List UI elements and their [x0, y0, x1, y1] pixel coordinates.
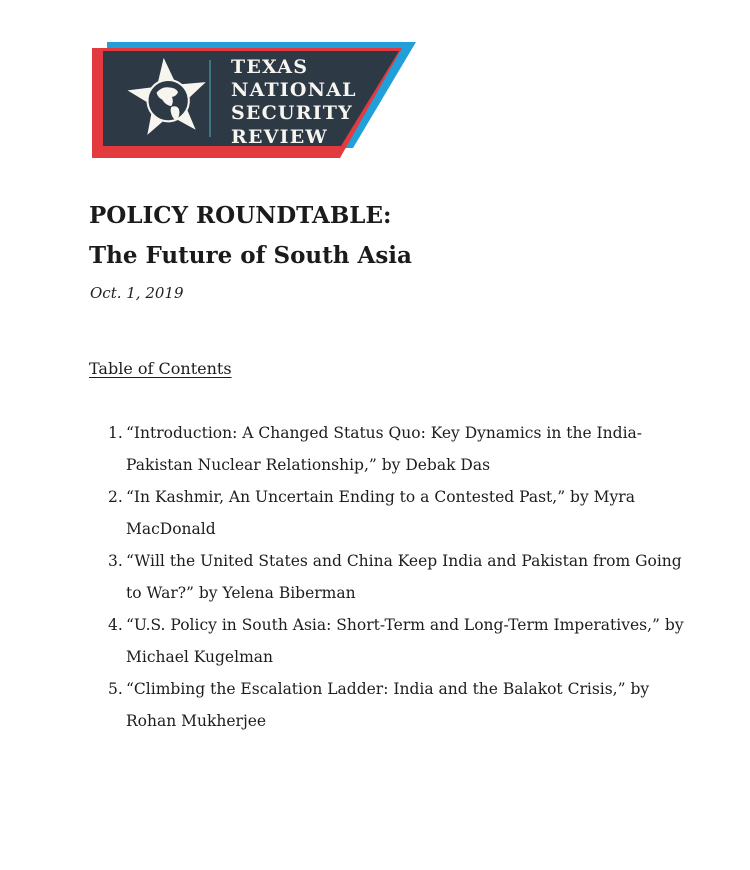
- list-item: [108, 609, 684, 673]
- toc-item-text: “In Kashmir, An Uncertain Ending to a Contested Past,” by Myra MacDonald: [126, 488, 635, 538]
- toc-list: [108, 417, 684, 737]
- toc-item-number: 1.: [108, 424, 123, 442]
- logo-wordmark-line: SECURITY: [231, 102, 353, 125]
- toc-item-text: “Will the United States and China Keep India and Pakistan from Going to War?” by Yelena Biberman: [126, 552, 682, 602]
- toc-item-text: “U.S. Policy in South Asia: Short-Term and Long-Term Imperatives,” by Michael Kugelman: [126, 616, 684, 666]
- list-item: [108, 673, 684, 737]
- toc-item-number: 4.: [108, 616, 123, 634]
- list-item: [108, 481, 684, 545]
- list-item: [108, 417, 684, 481]
- document-kicker: POLICY ROUNDTABLE:: [89, 202, 392, 229]
- toc-item-text: “Climbing the Escalation Ladder: India and the Balakot Crisis,” by Rohan Mukherjee: [126, 680, 650, 730]
- page-title: The Future of South Asia: [89, 242, 412, 269]
- toc-item-number: 2.: [108, 488, 123, 506]
- star-globe-icon: [121, 52, 216, 147]
- document-date: Oct. 1, 2019: [90, 284, 184, 302]
- tnsr-logo: [88, 37, 416, 161]
- toc-item-number: 3.: [108, 552, 123, 570]
- logo-divider-line: [209, 60, 211, 137]
- logo-wordmark-line: NATIONAL: [231, 79, 357, 102]
- logo-wordmark: [231, 56, 357, 149]
- toc-item-number: 5.: [108, 680, 123, 698]
- logo-wordmark-line: TEXAS: [231, 56, 309, 78]
- logo-wordmark-line: REVIEW: [231, 125, 328, 148]
- toc-heading: Table of Contents: [89, 359, 232, 378]
- toc-item-text: “Introduction: A Changed Status Quo: Key Dynamics in the India- Pakistan Nuclear Relationship,” by Debak Das: [126, 424, 643, 474]
- list-item: [108, 545, 684, 609]
